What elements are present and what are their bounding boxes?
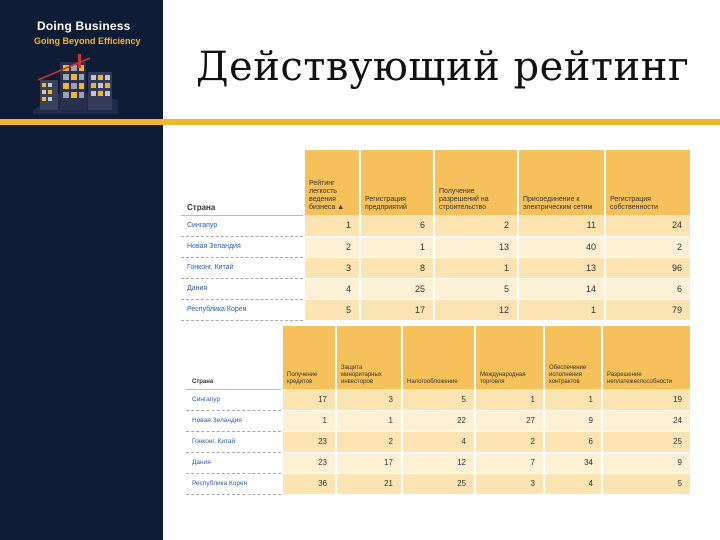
value-cell: 5 [434, 278, 518, 299]
value-cell: 14 [518, 278, 605, 299]
value-cell: 1 [434, 257, 518, 278]
country-link[interactable]: Сингапур [181, 215, 304, 236]
value-cell: 21 [336, 473, 402, 494]
country-link[interactable]: Дания [186, 452, 282, 473]
value-cell: 12 [402, 452, 475, 473]
table-row [186, 431, 690, 452]
country-link[interactable]: Новая Зеландия [186, 410, 282, 431]
value-cell: 9 [602, 452, 690, 473]
table-row [181, 299, 690, 320]
table-header-row [186, 326, 690, 389]
value-cell: 17 [360, 299, 434, 320]
table-row [186, 473, 690, 494]
value-cell: 40 [518, 236, 605, 257]
value-cell: 5 [602, 473, 690, 494]
value-cell: 3 [336, 389, 402, 410]
value-cell: 4 [544, 473, 602, 494]
value-cell: 1 [544, 389, 602, 410]
value-cell: 24 [605, 215, 690, 236]
value-cell: 1 [475, 389, 544, 410]
column-header[interactable]: Получение кредитов [282, 326, 336, 389]
ranking-table-1 [181, 150, 690, 321]
value-cell: 2 [304, 236, 360, 257]
value-cell: 1 [282, 410, 336, 431]
value-cell: 19 [602, 389, 690, 410]
value-cell: 1 [336, 410, 402, 431]
value-cell: 2 [475, 431, 544, 452]
value-cell: 3 [304, 257, 360, 278]
value-cell: 25 [602, 431, 690, 452]
value-cell: 2 [434, 215, 518, 236]
value-cell: 11 [518, 215, 605, 236]
value-cell: 23 [282, 452, 336, 473]
column-header[interactable]: Налогообложение [402, 326, 475, 389]
value-cell: 22 [402, 410, 475, 431]
value-cell: 13 [518, 257, 605, 278]
table-header-row [181, 150, 690, 215]
column-header[interactable]: Регистрация предприятий [360, 150, 434, 215]
value-cell: 24 [602, 410, 690, 431]
table-row [181, 278, 690, 299]
logo-block [0, 0, 163, 122]
country-link[interactable]: Гонконг, Китай [186, 431, 282, 452]
country-link[interactable]: Дания [181, 278, 304, 299]
value-cell: 5 [402, 389, 475, 410]
country-link[interactable]: Новая Зеландия [181, 236, 304, 257]
country-link[interactable]: Республика Корея [186, 473, 282, 494]
value-cell: 2 [605, 236, 690, 257]
value-cell: 2 [336, 431, 402, 452]
column-header[interactable]: Получение разрешений на строительство [434, 150, 518, 215]
divider-left [0, 119, 163, 125]
divider-line [163, 119, 720, 125]
value-cell: 79 [605, 299, 690, 320]
table-row [186, 452, 690, 473]
value-cell: 5 [304, 299, 360, 320]
value-cell: 7 [475, 452, 544, 473]
table-row [181, 257, 690, 278]
value-cell: 17 [282, 389, 336, 410]
value-cell: 9 [544, 410, 602, 431]
column-header[interactable]: Разрешение неплатежеспособности [602, 326, 690, 389]
country-link[interactable]: Гонконг, Китай [181, 257, 304, 278]
value-cell: 12 [434, 299, 518, 320]
brand-subtitle: Going Beyond Efficiency [34, 36, 141, 46]
value-cell: 36 [282, 473, 336, 494]
column-header-country: Страна [181, 150, 304, 215]
value-cell: 4 [402, 431, 475, 452]
table-row [186, 389, 690, 410]
brand-title: Doing Business [37, 19, 131, 33]
value-cell: 25 [360, 278, 434, 299]
table-row [181, 215, 690, 236]
value-cell: 1 [518, 299, 605, 320]
column-header-country: Страна [186, 326, 282, 389]
value-cell: 6 [605, 278, 690, 299]
table-row [186, 410, 690, 431]
value-cell: 3 [475, 473, 544, 494]
column-header[interactable]: Регистрация собственности [605, 150, 690, 215]
country-link[interactable]: Сингапур [186, 389, 282, 410]
column-header[interactable]: Присоединение к электрическим сетям [518, 150, 605, 215]
value-cell: 8 [360, 257, 434, 278]
value-cell: 1 [304, 215, 360, 236]
value-cell: 25 [402, 473, 475, 494]
column-header[interactable]: Обеспечение исполнения контрактов [544, 326, 602, 389]
value-cell: 6 [360, 215, 434, 236]
value-cell: 1 [360, 236, 434, 257]
value-cell: 34 [544, 452, 602, 473]
value-cell: 6 [544, 431, 602, 452]
value-cell: 17 [336, 452, 402, 473]
ranking-table-2 [186, 326, 690, 495]
building-logo-icon [28, 50, 123, 115]
value-cell: 96 [605, 257, 690, 278]
page-title: Действующий рейтинг [196, 44, 690, 90]
country-link[interactable]: Республика Корея [181, 299, 304, 320]
value-cell: 4 [304, 278, 360, 299]
column-header[interactable]: Рейтинг легкость ведения бизнеса ▲ [304, 150, 360, 215]
column-header[interactable]: Международная торговля [475, 326, 544, 389]
column-header[interactable]: Защита миноритарных инвесторов [336, 326, 402, 389]
value-cell: 27 [475, 410, 544, 431]
value-cell: 13 [434, 236, 518, 257]
value-cell: 23 [282, 431, 336, 452]
table-row [181, 236, 690, 257]
